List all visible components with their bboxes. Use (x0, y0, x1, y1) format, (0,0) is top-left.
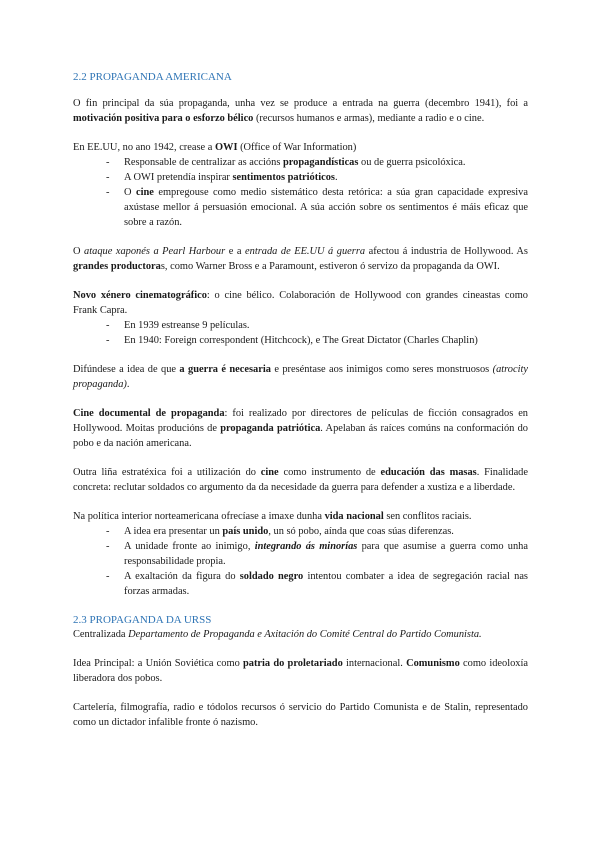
section-heading-propaganda-americana: 2.2 PROPAGANDA AMERICANA (73, 71, 232, 83)
list-item: - A idea era presentar un país unido, un só pobo, aínda que coas súas diferenzas. (106, 524, 528, 539)
list-item: - A OWI pretendía inspirar sentimentos patrióticos. (106, 170, 528, 185)
paragraph-guerra-necesaria: Difúndese a idea de que a guerra é necesaria e preséntase aos inimigos como seres monstruosos (atrocity propaganda). (73, 364, 529, 390)
paragraph-idea-principal: Idea Principal: a Unión Soviética como patria do proletariado internacional. Comunismo como ideoloxía liberadora dos pobos. (73, 658, 528, 684)
section-heading-propaganda-urss: 2.3 PROPAGANDA DA URSS (73, 614, 212, 626)
list-item: - O cine empregouse como medio sistemático desta retórica: a súa gran capacidade expresiva axústase mellor á persuasión emocional. A súa acción sobre os sentimentos é máis eficaz que sobre a razón. (106, 185, 528, 230)
list-item: - Responsable de centralizar as accións propagandísticas ou de guerra psicolóxica. (106, 155, 528, 170)
paragraph-owi: En EE.UU, no ano 1942, crease a OWI (Office of War Information) (73, 142, 357, 153)
list-item: - En 1939 estreanse 9 películas. (106, 318, 528, 333)
list-owi (73, 155, 528, 230)
paragraph-politica-interior: Na política interior norteamericana ofrecíase a imaxe dunha vida nacional sen conflitos raciais. (73, 511, 472, 522)
paragraph-fin-principal: O fin principal da súa propaganda, unha vez se produce a entrada na guerra (decembro 1941), foi a motivación positiva para o esforzo bélico (recursos humanos e armas), mediante a radio e o cine. (73, 98, 528, 124)
list-item: - A unidade fronte ao inimigo, integrando ás minorías para que asumise a guerra como unha responsabilidade propia. (106, 539, 528, 569)
paragraph-novo-xenero: Novo xénero cinematográfico: o cine bélico. Colaboración de Hollywood con grandes cineastas como Frank Capra. (73, 290, 529, 316)
list-unidade (73, 524, 528, 599)
paragraph-cine-documental: Cine documental de propaganda: foi realizado por directores de películas de ficción consagrados en Hollywood. Moitas producións de propaganda patriótica. Apelaban ás raíces comúns na conformación do pobo e da nación americana. (73, 408, 529, 449)
list-item: - En 1940: Foreign correspondent (Hitchcock), e The Great Dictator (Charles Chaplin) (106, 333, 528, 348)
list-item: - A exaltación da figura do soldado negro intentou combater a idea de segregación racial nas forzas armadas. (106, 569, 528, 599)
paragraph-liña-estratexica: Outra liña estratéxica foi a utilización do cine como instrumento de educación das masas. Finalidade concreta: reclutar soldados co argumento da da necesidade da guerra para defender a xustiza e a liberdade. (73, 467, 528, 493)
paragraph-centralizada: Centralizada Departamento de Propaganda e Axitación do Comité Central do Partido Comunista. (73, 629, 482, 640)
paragraph-pearl-harbour: O ataque xaponés a Pearl Harbour e a entrada de EE.UU á guerra afectou á industria de Hollywood. As grandes productoras, como Warner Bross e a Paramount, estiveron ó servizo da propaganda da OWI. (73, 246, 528, 272)
list-films (73, 318, 528, 348)
paragraph-carteleria: Cartelería, filmografía, radio e tódolos recursos ó servicio do Partido Comunista e de Stalin, representado como un dictador infalible fronte ó nazismo. (73, 702, 528, 728)
